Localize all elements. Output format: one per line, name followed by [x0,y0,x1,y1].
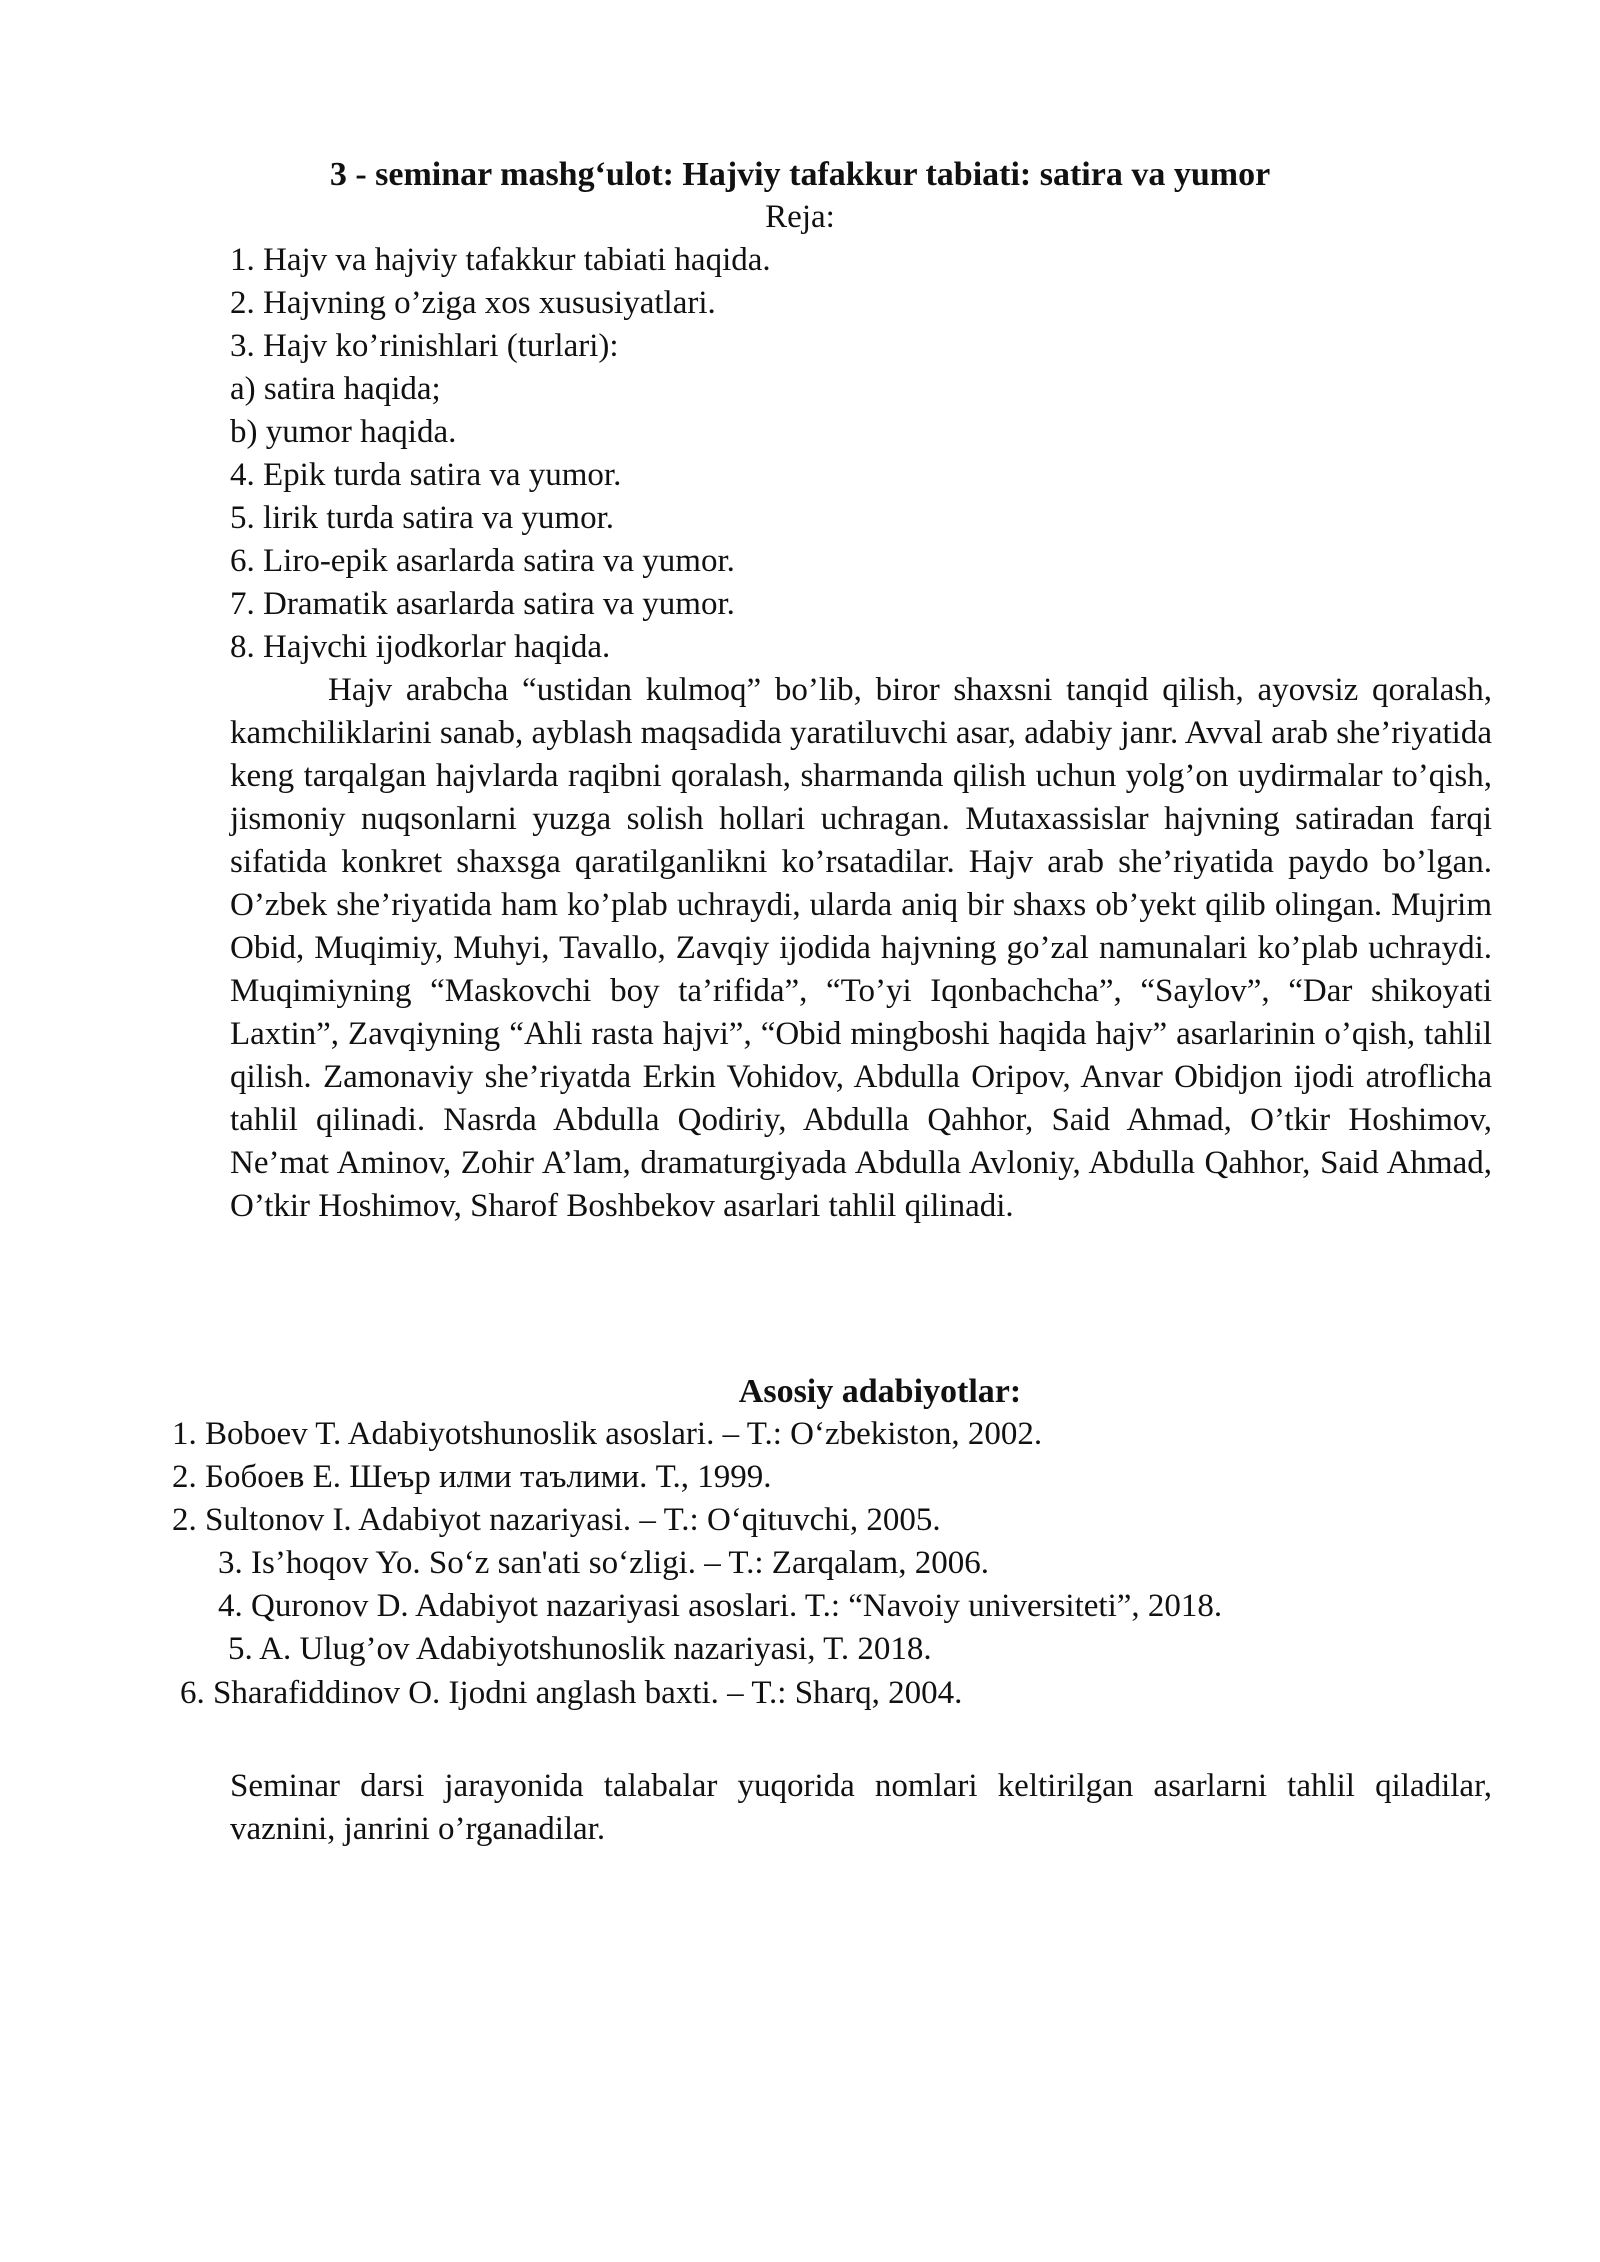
plan-item: 3. Hajv ko’rinishlari (turlari): [230,328,619,364]
closing-paragraph: Seminar darsi jarayonida talabalar yuqorida nomlari keltirilgan asarlarni tahlil qiladilar, vaznini, janrini o’rganadilar. [230,1768,1492,1847]
reference-item: 6. Sharafiddinov O. Ijodni anglash baxti. – T.: Sharq, 2004. [180,1675,963,1711]
plan-item: b) yumor haqida. [230,414,457,450]
reference-item: 3. Is’hoqov Yo. So‘z san'ati so‘zligi. – T.: Zarqalam, 2006. [218,1545,989,1581]
plan-item: 5. lirik turda satira va yumor. [230,500,614,536]
document-title: 3 - seminar mashg‘ulot: Hajviy tafakkur tabiati: satira va yumor [329,156,1271,193]
plan-item: a) satira haqida; [230,371,441,407]
reference-item: 2. Sultonov I. Adabiyot nazariyasi. – T.: O‘qituvchi, 2005. [172,1502,941,1538]
plan-item: 7. Dramatik asarlarda satira va yumor. [230,586,735,622]
body-paragraph: Hajv arabcha “ustidan kulmoq” bo’lib, biror shaxsni tanqid qilish, ayovsiz qoralash, kamchiliklarini sanab, ayblash maqsadida yaratiluvchi asar, adabiy janr. Avval arab she’riyatida keng tarqalgan hajvlarda raqibni qoralash, sharmanda qilish uchun yolg’on uydirmalar to’qish, jismoniy nuqsonlarni yuzga solish hollari uchragan. Mutaxassislar hajvning satiradan farqi sifatida konkret shaxsga qaratilganlikni ko’rsatadilar. Hajv arab she’riyatida paydo bo’lgan. O’zbek she’riyatida ham ko’plab uchraydi, ularda aniq bir shaxs ob’yekt qilib olingan. Mujrim Obid, Muqimiy, Muhyi, Tavallo, Zavqiy ijodida hajvning go’zal namunalari ko’plab uchraydi. Muqimiyning “Maskovchi boy ta’rifida”, “To’yi Iqonbachcha”, “Saylov”, “Dar shikoyati Laxtin”, Zavqiyning “Ahli rasta hajvi”, “Obid mingboshi haqida hajv” asarlarinin o’qish, tahlil qilish. Zamonaviy she’riyatda Erkin Vohidov, Abdulla Oripov, Anvar Obidjon ijodi atroflicha tahlil qilinadi. Nasrda Abdulla Qodiriy, Abdulla Qahhor, Said Ahmad, O’tkir Hoshimov, Ne’mat Aminov, Zohir A’lam, dramaturgiyada Abdulla Avloniy, Abdulla Qahhor, Said Ahmad, O’tkir Hoshimov, Sharof Boshbekov asarlari tahlil qilinadi. [230,672,1492,1224]
plan-item: 1. Hajv va hajviy tafakkur tabiati haqida. [230,242,771,278]
plan-list [230,239,1500,669]
plan-heading: Reja: [765,199,835,235]
references-heading: Asosiy adabiyotlar: [738,1373,1022,1410]
reference-item: 1. Boboev T. Adabiyotshunoslik asoslari. – T.: O‘zbekiston, 2002. [172,1416,1043,1452]
plan-item: 6. Liro-epik asarlarda satira va yumor. [230,543,735,579]
plan-item: 2. Hajvning o’ziga xos xususiyatlari. [230,285,716,321]
reference-item: 2. Бобоев Е. Шеър илми таълими. Т., 1999. [172,1459,772,1495]
reference-item: 5. A. Ulug’ov Adabiyotshunoslik nazariyasi, T. 2018. [228,1631,932,1667]
reference-item: 4. Quronov D. Adabiyot nazariyasi asoslari. T.: “Navoiy universiteti”, 2018. [218,1588,1223,1624]
plan-item: 8. Hajvchi ijodkorlar haqida. [230,629,611,665]
plan-item: 4. Epik turda satira va yumor. [230,457,622,493]
